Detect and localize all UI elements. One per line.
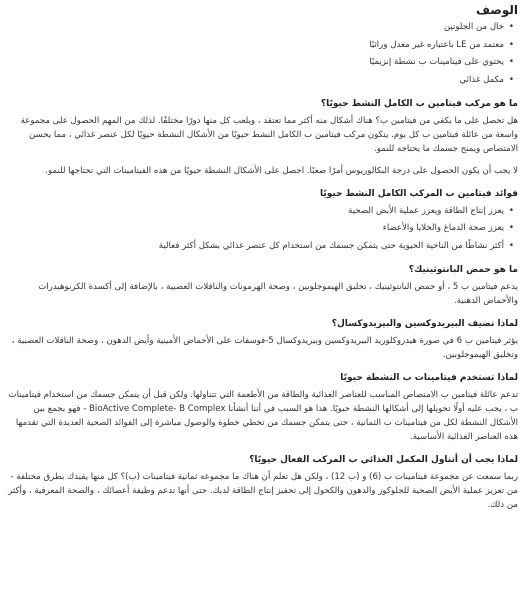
paragraph: لا يجب أن يكون الحصول على درجة البكالوريوس أمرًا صعبًا. احصل على الأشكال النشطة حيويًا من هذه الفيتامينات التي تحتاجها للنمو.	[45, 165, 518, 176]
list-item: • معتمد من LE باعتباره غير معدل وراثيًا	[6, 38, 504, 53]
paragraph: ربما سمعت عن مجموعة فيتامينات ب (6) و (ب 12) ، ولكن هل تعلم أن هناك ما مجموعه ثمانية فيتامينات (ب)؟ كل منها يفيدك بطرق مختلفة - من تعزيز عملية الأيض الصحية للجلوكوز والدهون والكحول إلى تحفيز إنتاج الطاقة لديك. حتى أنها تدعم وظيفة أعضائك ، والصحة المعرفية ، وأكثر من ذلك.	[8, 471, 518, 510]
paragraph: تدعم عائلة فيتامين ب الامتصاص المناسب للعناصر الغذائية والطاقة من الأطعمة التي تتناولها. ولكن قبل أن يتمكن جسمك من استخدام فيتامينات ب ، يجب عليه أولًا تحويلها إلى أشكالها النشطة حيويًا. هذا هو السبب في أننا أنشأنا BioActive Complete- B Complex - فهو يجمع بين الأشكال النشطة لكل من فيتامينات ب الثمانية ، حتى يتمكن جسمك من تخطي خطوة والوصول مباشرة إلى الفوائد الصحية العديدة التي تقدمها هذه العناصر الغذائية الأساسية.	[8, 389, 518, 442]
list-item: • يعزز إنتاج الطاقة ويعزز عملية الأيض الصحية	[6, 204, 504, 219]
description-list	[6, 20, 518, 88]
list-item: • مكمل غذائي	[6, 73, 504, 88]
section-heading-why-take: لماذا يجب أن أتناول المكمل الغذائي ب المركب الفعال حيويًا؟	[249, 454, 518, 465]
section-heading-why-bioactive: لماذا تستخدم فيتامينات ب النشطة حيويًا	[340, 372, 518, 383]
list-item: • أكثر نشاطًا من الناحية الحيوية حتى يتمكن جسمك من استخدام كل عنصر غذائي بشكل أكثر فعالية	[6, 239, 504, 254]
list-item: • يعزز صحة الدماغ والخلايا والأعضاء	[6, 221, 504, 236]
paragraph: يدعم فيتامين ب 5 ، أو حمض البانتوثينيك ، تخليق الهيموجلوبين ، وصحة الهرمونات والناقلات العصبية ، بالإضافة إلى أكسدة الكربوهيدرات والأحماض الدهنية.	[38, 281, 518, 306]
section-heading-benefits: فوائد فيتامين ب المركب الكامل النشط حيويًا	[319, 188, 518, 199]
paragraph: يؤثر فيتامين ب 6 في صورة هيدروكلوريد البيريدوكسين وبيريدوكسال 5-فوسفات على الأحماض الأمينية وأيض الدهون ، وصحة الناقلات العصبية ، وتخليق الهيموجلوبين.	[11, 335, 518, 360]
section-heading-what-is-bcomplex: ما هو مركب فيتامين ب الكامل النشط حيويًا؟	[320, 98, 518, 109]
description-heading: الوصف	[475, 3, 518, 17]
paragraph: هل تحصل على ما يكفي من فيتامين ب؟ هناك أشكال منه أكثر مما تعتقد ، ويلعب كل منها دورًا مختلفًا. لذلك من المهم الحصول على مجموعة واسعة من عائلة فيتامين ب كل يوم. يتكون مركب فيتامين ب الكامل النشط حيويًا من الأشكال النشطة حيويًا لكل عنصر غذائي ، مما يحسن الامتصاص ويمنح جسمك ما يحتاجه للنمو.	[20, 115, 518, 154]
list-item: • خال من الجلوتين	[6, 20, 504, 35]
section-heading-pantothenic-acid: ما هو حمض البانتوثينيك؟	[408, 264, 518, 275]
section-heading-pyridoxine: لماذا نضيف البيريدوكسين والبيريدوكسال؟	[331, 318, 518, 329]
list-item: • يحتوي على فيتامينات ب نشطة إنزيميًا	[6, 55, 504, 70]
benefits-list	[6, 204, 518, 254]
